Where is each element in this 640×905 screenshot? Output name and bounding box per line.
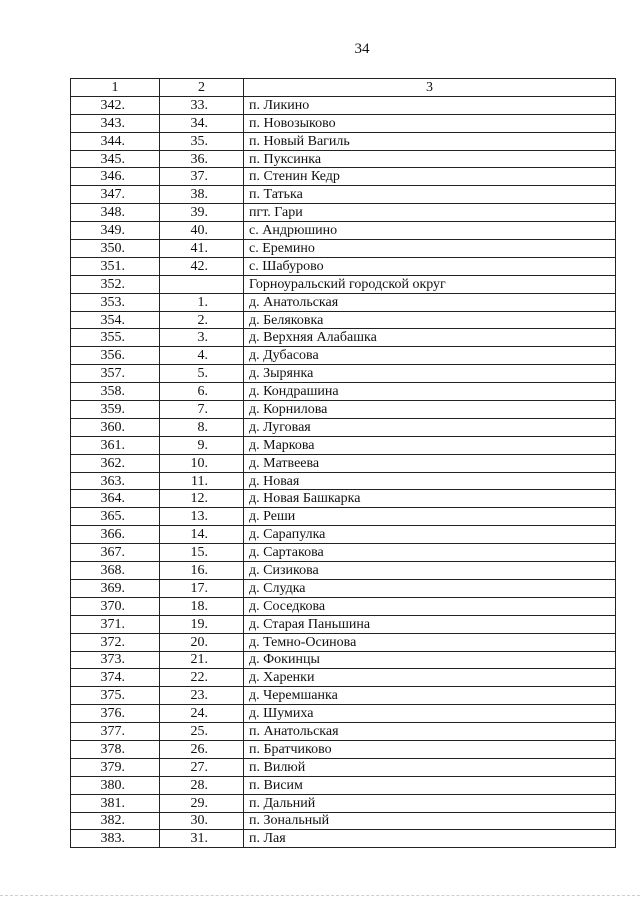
local-number-cell: 27. bbox=[160, 758, 244, 776]
table-row bbox=[71, 723, 616, 741]
row-number-cell: 364. bbox=[71, 490, 160, 508]
table-row bbox=[71, 222, 616, 240]
settlement-name-cell: п. Анатольская bbox=[244, 723, 616, 741]
table-row bbox=[71, 740, 616, 758]
table-row bbox=[71, 472, 616, 490]
local-number-cell: 5. bbox=[160, 365, 244, 383]
settlement-name-cell: п. Новый Вагиль bbox=[244, 132, 616, 150]
row-number-cell: 371. bbox=[71, 615, 160, 633]
row-number-cell: 375. bbox=[71, 687, 160, 705]
table-row bbox=[71, 347, 616, 365]
row-number-cell: 361. bbox=[71, 436, 160, 454]
table-row bbox=[71, 597, 616, 615]
local-number-cell: 11. bbox=[160, 472, 244, 490]
local-number-cell: 31. bbox=[160, 830, 244, 848]
settlement-name-cell: п. Висим bbox=[244, 776, 616, 794]
settlement-name-cell: д. Темно-Осинова bbox=[244, 633, 616, 651]
table-row bbox=[71, 490, 616, 508]
table-row bbox=[71, 96, 616, 114]
local-number-cell: 16. bbox=[160, 562, 244, 580]
settlement-name-cell: п. Братчиково bbox=[244, 740, 616, 758]
settlement-name-cell: д. Старая Паньшина bbox=[244, 615, 616, 633]
table-row bbox=[71, 454, 616, 472]
settlement-name-cell: с. Еремино bbox=[244, 240, 616, 258]
table-row bbox=[71, 705, 616, 723]
table-header-row bbox=[71, 79, 616, 97]
column-header-2: 2 bbox=[160, 79, 244, 97]
row-number-cell: 360. bbox=[71, 418, 160, 436]
row-number-cell: 365. bbox=[71, 508, 160, 526]
local-number-cell: 23. bbox=[160, 687, 244, 705]
row-number-cell: 345. bbox=[71, 150, 160, 168]
row-number-cell: 354. bbox=[71, 311, 160, 329]
local-number-cell: 3. bbox=[160, 329, 244, 347]
row-number-cell: 355. bbox=[71, 329, 160, 347]
settlement-name-cell: п. Татька bbox=[244, 186, 616, 204]
local-number-cell: 26. bbox=[160, 740, 244, 758]
row-number-cell: 377. bbox=[71, 723, 160, 741]
local-number-cell: 19. bbox=[160, 615, 244, 633]
settlement-name-cell: п. Дальний bbox=[244, 794, 616, 812]
local-number-cell: 12. bbox=[160, 490, 244, 508]
row-number-cell: 346. bbox=[71, 168, 160, 186]
local-number-cell: 34. bbox=[160, 114, 244, 132]
table-row bbox=[71, 240, 616, 258]
local-number-cell: 37. bbox=[160, 168, 244, 186]
table-row bbox=[71, 436, 616, 454]
table-row bbox=[71, 633, 616, 651]
table-row bbox=[71, 204, 616, 222]
table-row bbox=[71, 132, 616, 150]
table-row bbox=[71, 311, 616, 329]
local-number-cell: 36. bbox=[160, 150, 244, 168]
row-number-cell: 380. bbox=[71, 776, 160, 794]
local-number-cell: 14. bbox=[160, 526, 244, 544]
table-row bbox=[71, 418, 616, 436]
row-number-cell: 351. bbox=[71, 257, 160, 275]
table-row bbox=[71, 579, 616, 597]
table-row bbox=[71, 293, 616, 311]
row-number-cell: 382. bbox=[71, 812, 160, 830]
settlement-name-cell: п. Лая bbox=[244, 830, 616, 848]
row-number-cell: 352. bbox=[71, 275, 160, 293]
row-number-cell: 379. bbox=[71, 758, 160, 776]
row-number-cell: 358. bbox=[71, 383, 160, 401]
local-number-cell: 41. bbox=[160, 240, 244, 258]
column-header-3: 3 bbox=[244, 79, 616, 97]
row-number-cell: 357. bbox=[71, 365, 160, 383]
table-row bbox=[71, 669, 616, 687]
local-number-cell: 24. bbox=[160, 705, 244, 723]
local-number-cell: 29. bbox=[160, 794, 244, 812]
table-row bbox=[71, 114, 616, 132]
settlement-name-cell: д. Соседкова bbox=[244, 597, 616, 615]
row-number-cell: 344. bbox=[71, 132, 160, 150]
table-row bbox=[71, 257, 616, 275]
settlement-name-cell: п. Стенин Кедр bbox=[244, 168, 616, 186]
row-number-cell: 376. bbox=[71, 705, 160, 723]
settlement-name-cell: д. Фокинцы bbox=[244, 651, 616, 669]
row-number-cell: 381. bbox=[71, 794, 160, 812]
settlement-name-cell: д. Верхняя Алабашка bbox=[244, 329, 616, 347]
row-number-cell: 368. bbox=[71, 562, 160, 580]
local-number-cell: 22. bbox=[160, 669, 244, 687]
local-number-cell: 6. bbox=[160, 383, 244, 401]
settlement-name-cell: д. Шумиха bbox=[244, 705, 616, 723]
table-row bbox=[71, 687, 616, 705]
table-row bbox=[71, 383, 616, 401]
row-number-cell: 383. bbox=[71, 830, 160, 848]
table-row bbox=[71, 275, 616, 293]
column-header-1: 1 bbox=[71, 79, 160, 97]
local-number-cell: 7. bbox=[160, 401, 244, 419]
local-number-cell: 28. bbox=[160, 776, 244, 794]
page-number: 34 bbox=[354, 41, 370, 57]
settlement-name-cell: д. Беляковка bbox=[244, 311, 616, 329]
row-number-cell: 356. bbox=[71, 347, 160, 365]
row-number-cell: 366. bbox=[71, 526, 160, 544]
table-row bbox=[71, 544, 616, 562]
local-number-cell: 21. bbox=[160, 651, 244, 669]
row-number-cell: 363. bbox=[71, 472, 160, 490]
table-row bbox=[71, 830, 616, 848]
table-row bbox=[71, 329, 616, 347]
local-number-cell: 39. bbox=[160, 204, 244, 222]
table-row bbox=[71, 168, 616, 186]
local-number-cell: 4. bbox=[160, 347, 244, 365]
settlement-name-cell: д. Корнилова bbox=[244, 401, 616, 419]
settlement-name-cell: д. Сартакова bbox=[244, 544, 616, 562]
local-number-cell: 18. bbox=[160, 597, 244, 615]
scan-edge-marks bbox=[0, 895, 640, 900]
local-number-cell: 33. bbox=[160, 96, 244, 114]
local-number-cell: 13. bbox=[160, 508, 244, 526]
row-number-cell: 378. bbox=[71, 740, 160, 758]
local-number-cell: 30. bbox=[160, 812, 244, 830]
local-number-cell: 42. bbox=[160, 257, 244, 275]
district-name-cell: Горноуральский городской округ bbox=[244, 275, 616, 293]
row-number-cell: 370. bbox=[71, 597, 160, 615]
settlements-table bbox=[70, 78, 616, 848]
local-number-cell: 20. bbox=[160, 633, 244, 651]
row-number-cell: 369. bbox=[71, 579, 160, 597]
table-row bbox=[71, 150, 616, 168]
settlement-name-cell: д. Черемшанка bbox=[244, 687, 616, 705]
row-number-cell: 353. bbox=[71, 293, 160, 311]
row-number-cell: 374. bbox=[71, 669, 160, 687]
settlement-name-cell: д. Дубасова bbox=[244, 347, 616, 365]
settlement-name-cell: с. Шабурово bbox=[244, 257, 616, 275]
row-number-cell: 349. bbox=[71, 222, 160, 240]
row-number-cell: 350. bbox=[71, 240, 160, 258]
row-number-cell: 362. bbox=[71, 454, 160, 472]
settlement-name-cell: д. Зырянка bbox=[244, 365, 616, 383]
local-number-cell: 17. bbox=[160, 579, 244, 597]
settlement-name-cell: д. Новая bbox=[244, 472, 616, 490]
table-row bbox=[71, 812, 616, 830]
settlement-name-cell: п. Вилюй bbox=[244, 758, 616, 776]
local-number-cell: 2. bbox=[160, 311, 244, 329]
row-number-cell: 343. bbox=[71, 114, 160, 132]
row-number-cell: 367. bbox=[71, 544, 160, 562]
settlement-name-cell: д. Харенки bbox=[244, 669, 616, 687]
settlement-name-cell: п. Пуксинка bbox=[244, 150, 616, 168]
settlement-name-cell: п. Ликино bbox=[244, 96, 616, 114]
settlement-name-cell: с. Андрюшино bbox=[244, 222, 616, 240]
table-row bbox=[71, 401, 616, 419]
settlement-name-cell: д. Анатольская bbox=[244, 293, 616, 311]
table-row bbox=[71, 651, 616, 669]
settlement-name-cell: п. Зональный bbox=[244, 812, 616, 830]
settlement-name-cell: д. Луговая bbox=[244, 418, 616, 436]
table-row bbox=[71, 615, 616, 633]
settlement-name-cell: д. Реши bbox=[244, 508, 616, 526]
table-row bbox=[71, 562, 616, 580]
row-number-cell: 342. bbox=[71, 96, 160, 114]
table-row bbox=[71, 508, 616, 526]
local-number-cell: 9. bbox=[160, 436, 244, 454]
table-row bbox=[71, 526, 616, 544]
settlement-name-cell: д. Сарапулка bbox=[244, 526, 616, 544]
table-row bbox=[71, 758, 616, 776]
table-row bbox=[71, 776, 616, 794]
settlement-name-cell: пгт. Гари bbox=[244, 204, 616, 222]
local-number-cell: 40. bbox=[160, 222, 244, 240]
table-row bbox=[71, 365, 616, 383]
settlement-name-cell: д. Кондрашина bbox=[244, 383, 616, 401]
local-number-cell: 8. bbox=[160, 418, 244, 436]
local-number-cell: 15. bbox=[160, 544, 244, 562]
row-number-cell: 347. bbox=[71, 186, 160, 204]
row-number-cell: 373. bbox=[71, 651, 160, 669]
settlement-name-cell: д. Слудка bbox=[244, 579, 616, 597]
local-number-cell: 1. bbox=[160, 293, 244, 311]
settlement-name-cell: п. Новозыково bbox=[244, 114, 616, 132]
table-row bbox=[71, 794, 616, 812]
settlement-name-cell: д. Новая Башкарка bbox=[244, 490, 616, 508]
table-body bbox=[71, 96, 616, 847]
local-number-cell bbox=[160, 275, 244, 293]
local-number-cell: 25. bbox=[160, 723, 244, 741]
local-number-cell: 38. bbox=[160, 186, 244, 204]
local-number-cell: 10. bbox=[160, 454, 244, 472]
row-number-cell: 348. bbox=[71, 204, 160, 222]
local-number-cell: 35. bbox=[160, 132, 244, 150]
settlement-name-cell: д. Маркова bbox=[244, 436, 616, 454]
row-number-cell: 372. bbox=[71, 633, 160, 651]
table-row bbox=[71, 186, 616, 204]
row-number-cell: 359. bbox=[71, 401, 160, 419]
settlement-name-cell: д. Сизикова bbox=[244, 562, 616, 580]
settlement-name-cell: д. Матвеева bbox=[244, 454, 616, 472]
